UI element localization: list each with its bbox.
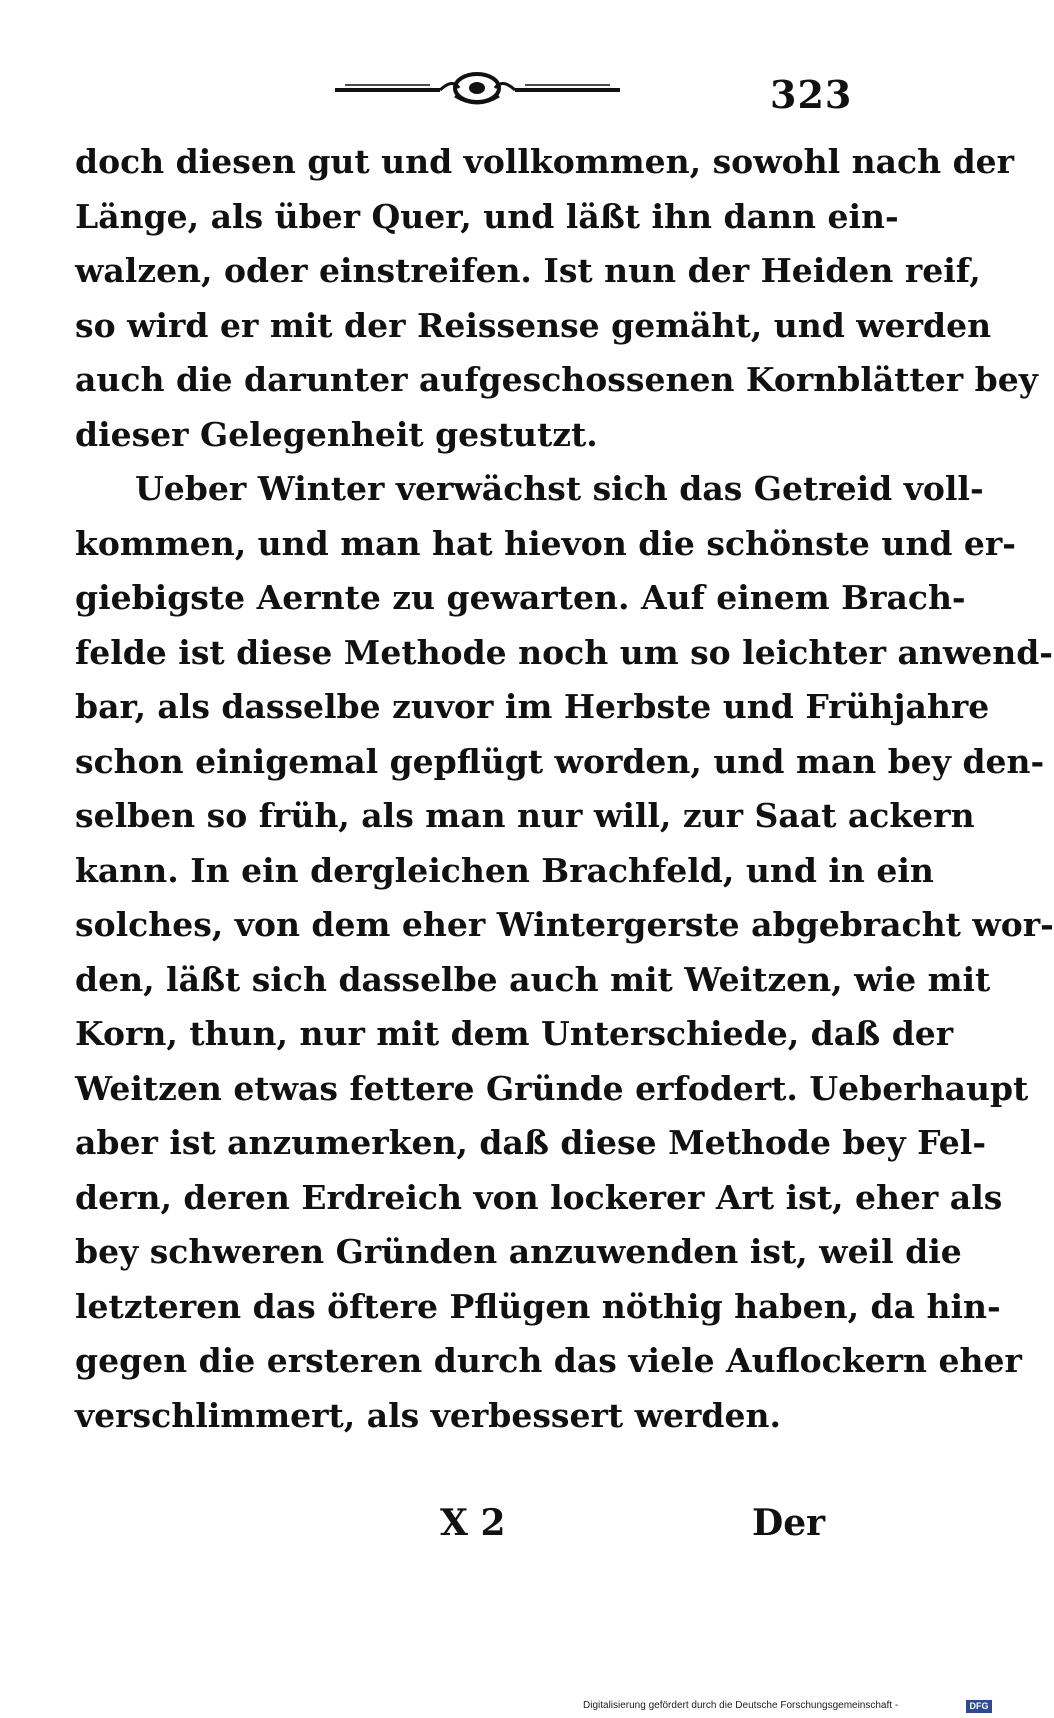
text-line: aber ist anzumerken, daß diese Methode bey Fel- (75, 1123, 987, 1162)
text-line: dieser Gelegenheit gestutzt. (75, 414, 598, 454)
text-line: so wird er mit der Reissense gemäht, und werden (75, 305, 992, 345)
text-line: Weitzen etwas fettere Gründe erfodert. Ueberhaupt (75, 1068, 1029, 1108)
dfg-logo: DFG (966, 1700, 992, 1713)
text-line: Ueber Winter verwächst sich das Getreid voll- (135, 469, 984, 508)
body-text (75, 135, 1054, 1443)
text-line: letzteren das öftere Pflügen nöthig haben, da hin- (75, 1286, 1001, 1326)
catchword: Der (752, 1502, 826, 1544)
signature-mark: X 2 (440, 1502, 506, 1544)
text-line: kommen, und man hat hievon die schönste und er- (75, 523, 1016, 563)
text-line: selben so früh, als man nur will, zur Saat ackern (75, 796, 975, 835)
header-ornament (335, 70, 620, 110)
text-line: felde ist diese Methode noch um so leichter anwend- (75, 632, 1053, 672)
text-line: solches, von dem eher Wintergerste abgebracht wor- (75, 905, 1054, 944)
page-number: 323 (770, 72, 853, 117)
text-line: schon einigemal gepflügt worden, und man bey den- (75, 741, 1045, 781)
text-line: doch diesen gut und vollkommen, sowohl nach der (75, 142, 1015, 181)
text-line: giebigste Aernte zu gewarten. Auf einem Brach- (75, 578, 966, 617)
text-line: kann. In ein dergleichen Brachfeld, und in ein (75, 850, 934, 890)
text-line: verschlimmert, als verbessert werden. (75, 1395, 781, 1435)
text-line: gegen die ersteren durch das viele Auflockern eher (75, 1341, 1022, 1380)
text-line: bey schweren Gründen anzuwenden ist, weil die (75, 1232, 962, 1271)
text-line: dern, deren Erdreich von lockerer Art ist, eher als (75, 1177, 1003, 1217)
text-line: Korn, thun, nur mit dem Unterschiede, daß der (75, 1014, 954, 1053)
text-line: bar, als dasselbe zuvor im Herbste und Frühjahre (75, 687, 990, 726)
text-line: walzen, oder einstreifen. Ist nun der Heiden reif, (75, 251, 981, 290)
text-line: auch die darunter aufgeschossenen Kornblätter bey (75, 360, 1038, 399)
text-line: den, läßt sich dasselbe auch mit Weitzen, wie mit (75, 959, 991, 999)
digitization-credit: Digitalisierung gefördert durch die Deutsche Forschungsgemeinschaft - (583, 1700, 899, 1711)
text-line: Länge, als über Quer, und läßt ihn dann ein- (75, 196, 899, 236)
